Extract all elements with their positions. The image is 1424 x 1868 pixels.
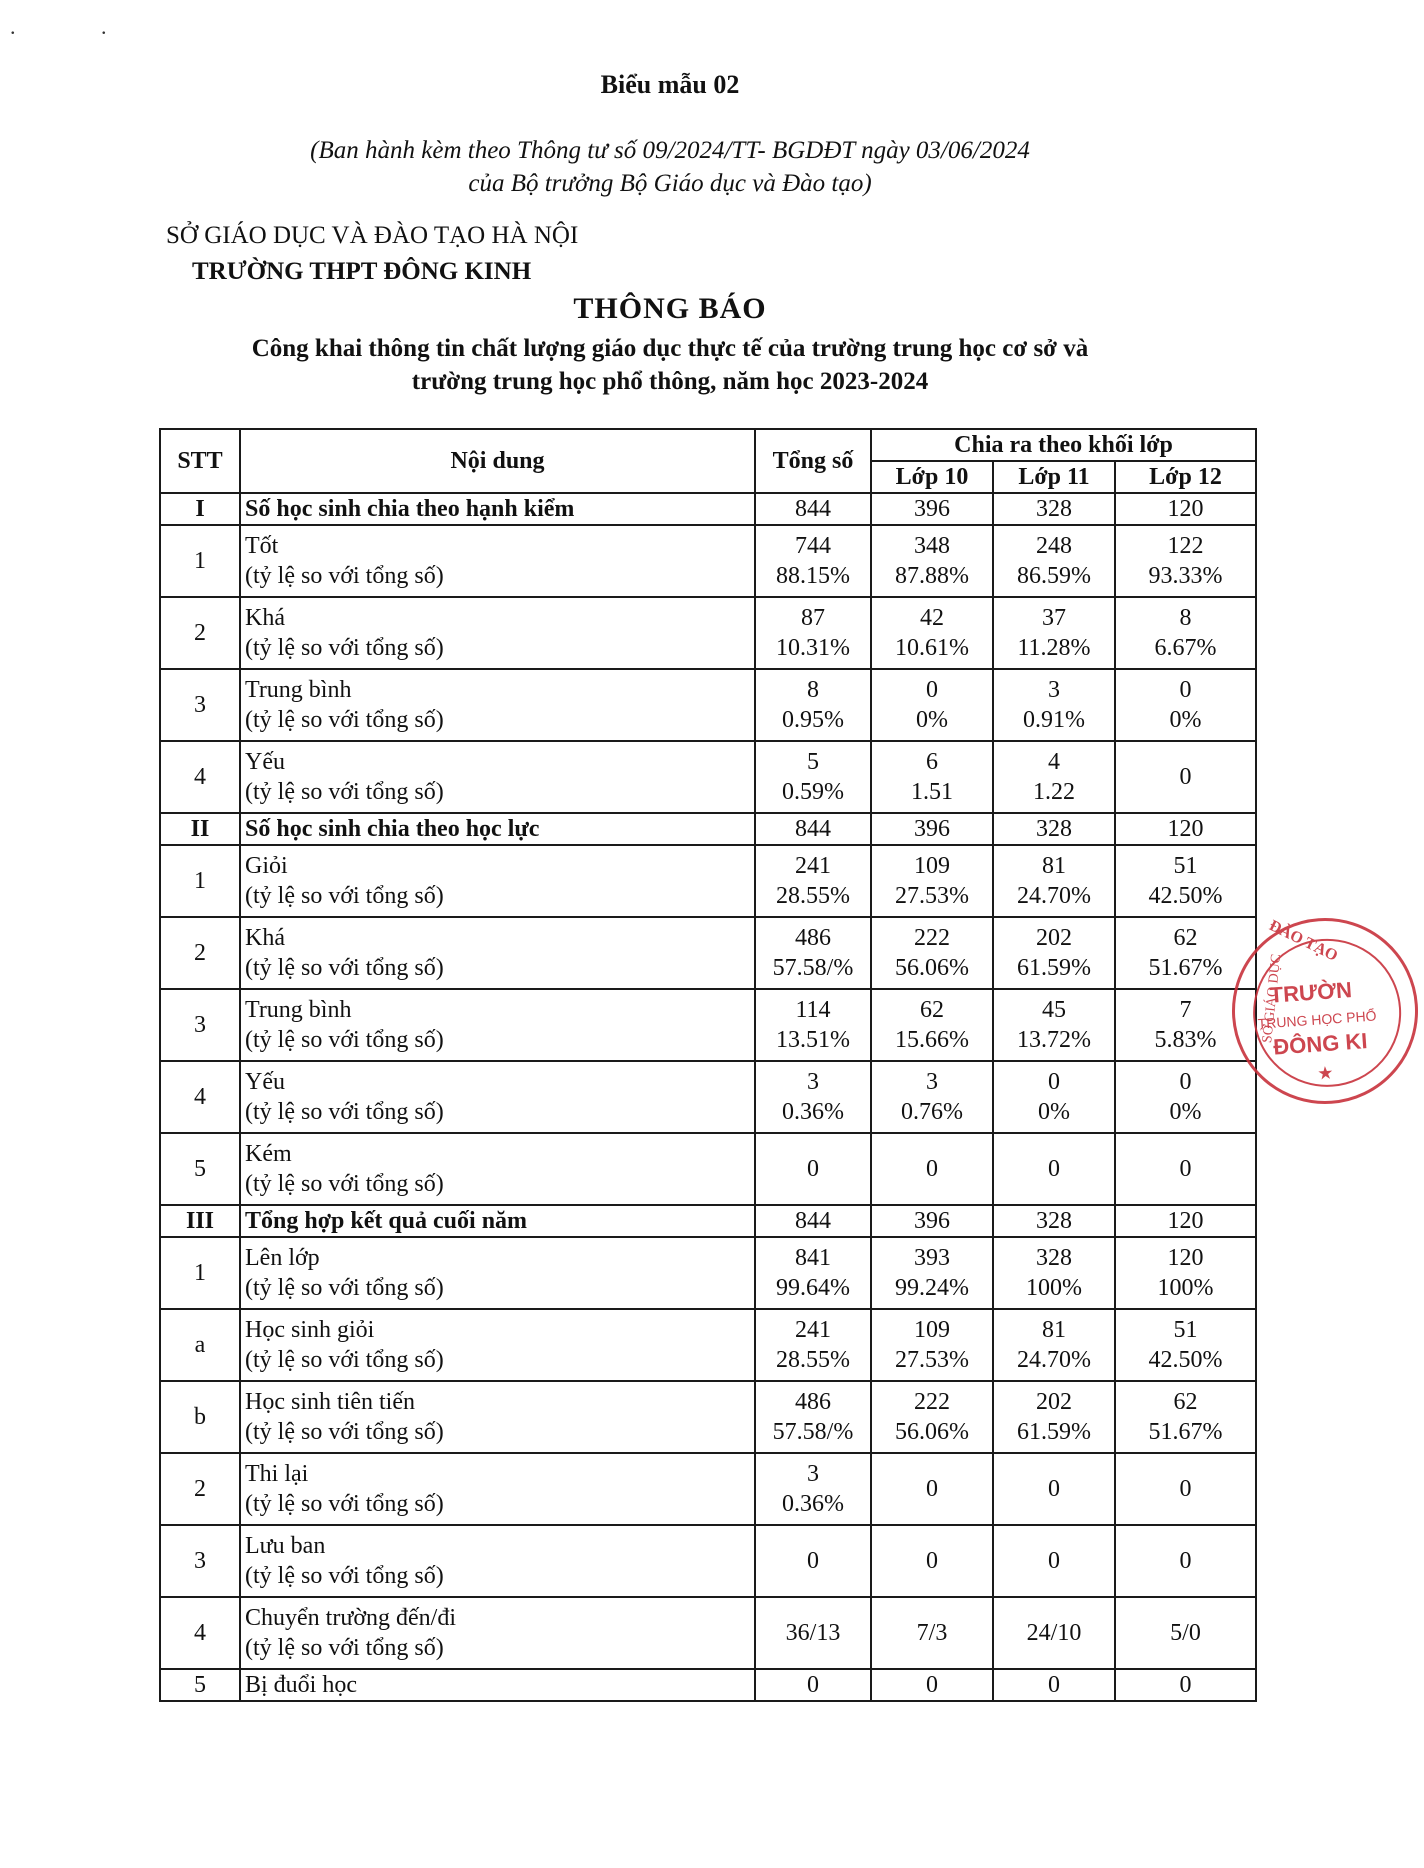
table-row [160,1381,1256,1453]
notice-subtitle [0,332,1340,398]
row-total [755,1381,871,1453]
row-stt: 3 [160,1525,240,1597]
row-g12 [1115,1381,1256,1453]
row-g11-percent: 24.70% [1017,883,1091,909]
row-total-count: 241 [795,1317,831,1343]
row-g11 [993,845,1115,917]
row-g10-percent: 56.06% [895,955,969,981]
scan-marks: . . [10,14,147,39]
row-total-percent: 0.59% [782,779,844,805]
issued-note-line1: (Ban hành kèm theo Thông tư số 09/2024/TT- BGDĐT ngày 03/06/2024 [310,137,1030,164]
row-content [240,1525,755,1597]
row-ratio-label: (tỷ lệ so với tổng số) [245,955,444,981]
row-total-count: 3 [807,1069,819,1095]
row-total-count: 0 [807,1156,819,1182]
row-label: Yếu [245,749,285,775]
row-g11-count: 0 [1048,1156,1060,1182]
row-g12 [1115,1525,1256,1597]
table-row [160,741,1256,813]
row-g10-percent: 10.61% [895,635,969,661]
row-stt: 1 [160,525,240,597]
row-g12-percent: 42.50% [1148,1347,1223,1373]
row-g12-percent: 51.67% [1148,1419,1223,1445]
notice-subtitle-line2: trường trung học phổ thông, năm học 2023-2024 [411,368,929,395]
row-total [755,1237,871,1309]
row-total [755,1525,871,1597]
row-g11 [993,1597,1115,1669]
row-g12 [1115,917,1256,989]
row-g10 [871,525,993,597]
form-title: Biểu mẫu 02 [600,70,740,99]
row-g11-count: 45 [1042,997,1066,1023]
row-stt: 4 [160,1597,240,1669]
section-g12: 120 [1115,1205,1256,1237]
section-g11: 328 [993,813,1115,845]
row-label: Bị đuổi học [245,1672,357,1698]
table-row [160,1309,1256,1381]
row-g10 [871,1061,993,1133]
row-g11-count: 24/10 [1026,1620,1082,1646]
row-g12 [1115,1061,1256,1133]
notice-subtitle-line1: Công khai thông tin chất lượng giáo dục thực tế của trường trung học cơ sở và [251,335,1089,362]
row-g10 [871,1453,993,1525]
table-row [160,1525,1256,1597]
row-stt: 4 [160,741,240,813]
row-g12-percent: 93.33% [1148,563,1223,589]
row-g11-count: 0 [1048,1476,1060,1502]
row-g12 [1115,597,1256,669]
row-g11 [993,741,1115,813]
row-g12 [1115,1309,1256,1381]
row-g10-count: 62 [920,997,944,1023]
row-g12-count: 0 [1179,1548,1192,1574]
row-total [755,1061,871,1133]
row-total [755,845,871,917]
row-total-count: 841 [795,1245,831,1271]
row-ratio-label: (tỷ lệ so với tổng số) [245,1275,444,1301]
section-stt: III [160,1205,240,1237]
row-g11-count: 3 [1048,677,1060,703]
row-g11 [993,1669,1115,1701]
row-ratio-label: (tỷ lệ so với tổng số) [245,563,444,589]
section-total: 844 [755,493,871,525]
row-g10-count: 42 [920,605,944,631]
row-g12 [1115,1133,1256,1205]
row-total-count: 3 [807,1461,819,1487]
table-row [160,1669,1256,1701]
row-g12-percent: 51.67% [1148,955,1223,981]
row-g10-percent: 99.24% [895,1275,969,1301]
row-total-count: 744 [795,533,831,559]
row-g10-count: 3 [926,1069,938,1095]
row-total-count: 486 [795,1389,831,1415]
row-label: Học sinh tiên tiến [245,1389,415,1415]
row-ratio-label: (tỷ lệ so với tổng số) [245,635,444,661]
row-g12-count: 0 [1179,1069,1192,1095]
table-row [160,597,1256,669]
row-total [755,741,871,813]
row-total [755,1669,871,1701]
row-g12-percent: 100% [1157,1275,1214,1301]
section-row [160,1205,1256,1237]
row-g10 [871,1133,993,1205]
row-g10-count: 222 [914,1389,950,1415]
row-g10-percent: 0% [916,707,948,733]
row-content [240,1133,755,1205]
row-g11 [993,989,1115,1061]
row-total-count: 36/13 [785,1620,841,1646]
row-total [755,669,871,741]
section-g12: 120 [1115,493,1256,525]
row-stt: 5 [160,1669,240,1701]
row-g11-count: 81 [1042,1317,1066,1343]
header-grade-11: Lớp 11 [993,461,1115,493]
row-label: Lưu ban [245,1533,326,1559]
row-total [755,1309,871,1381]
row-g10 [871,845,993,917]
row-g12-count: 0 [1179,764,1192,790]
section-g10: 396 [871,493,993,525]
header-grade-group: Chia ra theo khối lớp [871,429,1256,461]
table-row [160,989,1256,1061]
row-g11-count: 202 [1036,1389,1072,1415]
row-g10-percent: 87.88% [895,563,969,589]
row-g10-count: 0 [926,1156,938,1182]
section-row [160,493,1256,525]
issued-note [0,134,1340,200]
row-total-percent: 0.36% [782,1099,844,1125]
section-g10: 396 [871,1205,993,1237]
row-g10-count: 0 [926,1672,938,1698]
row-total-count: 114 [795,997,831,1023]
row-stt: 4 [160,1061,240,1133]
row-g11 [993,1237,1115,1309]
row-ratio-label: (tỷ lệ so với tổng số) [245,1563,444,1589]
row-ratio-label: (tỷ lệ so với tổng số) [245,1419,444,1445]
section-g11: 328 [993,1205,1115,1237]
row-label: Yếu [245,1069,285,1095]
row-g12-count: 8 [1179,605,1192,631]
row-g12-count: 5/0 [1170,1620,1201,1646]
row-total-count: 87 [801,605,825,631]
row-content [240,1237,755,1309]
row-stt: 2 [160,597,240,669]
department-name: SỞ GIÁO DỤC VÀ ĐÀO TẠO HÀ NỘI [166,222,579,249]
row-ratio-label: (tỷ lệ so với tổng số) [245,1491,444,1517]
row-g10-count: 348 [914,533,950,559]
row-g11-count: 4 [1048,749,1060,775]
row-total [755,989,871,1061]
table-row [160,1597,1256,1669]
row-stt: 1 [160,1237,240,1309]
row-g11 [993,1309,1115,1381]
school-name: TRƯỜNG THPT ĐÔNG KINH [192,258,532,285]
row-g11 [993,1133,1115,1205]
header-content: Nội dung [240,429,755,493]
row-label: Trung bình [245,677,352,703]
report-body [160,493,1256,1701]
row-g12-count: 122 [1167,533,1204,559]
table-row [160,1133,1256,1205]
row-g10 [871,917,993,989]
row-total-count: 0 [807,1548,819,1574]
row-g11 [993,669,1115,741]
row-g11 [993,1061,1115,1133]
row-total [755,1453,871,1525]
row-g12 [1115,1597,1256,1669]
row-g11-count: 248 [1036,533,1072,559]
row-content [240,669,755,741]
section-total: 844 [755,1205,871,1237]
row-stt: b [160,1381,240,1453]
row-content [240,1597,755,1669]
row-g11-percent: 61.59% [1017,1419,1091,1445]
seal-top-text: ĐÀO TẠO [1266,917,1341,965]
row-g10-percent: 27.53% [895,1347,969,1373]
row-content [240,741,755,813]
row-g12 [1115,1669,1256,1701]
row-label: Tốt [245,533,279,559]
row-g12-percent: 5.83% [1154,1027,1217,1053]
row-total-percent: 28.55% [776,1347,850,1373]
row-g10 [871,597,993,669]
row-content [240,1381,755,1453]
seal-star-icon: ★ [1316,1062,1335,1084]
row-g12-count: 51 [1173,853,1198,879]
section-stt: II [160,813,240,845]
row-total-count: 8 [807,677,819,703]
row-g10-count: 222 [914,925,950,951]
row-g10 [871,1525,993,1597]
section-g11: 328 [993,493,1115,525]
header-grade-10: Lớp 10 [871,461,993,493]
header-total: Tổng số [755,429,871,493]
row-g10 [871,1669,993,1701]
row-ratio-label: (tỷ lệ so với tổng số) [245,1635,444,1661]
row-total-percent: 88.15% [776,563,850,589]
row-total-count: 241 [795,853,831,879]
row-g10-count: 393 [914,1245,950,1271]
row-total-count: 486 [795,925,831,951]
row-g10-count: 7/3 [916,1620,948,1646]
seal-line1: TRƯỜN [1268,977,1353,1008]
table-row [160,845,1256,917]
row-stt: 3 [160,989,240,1061]
row-g12 [1115,845,1256,917]
row-ratio-label: (tỷ lệ so với tổng số) [245,1027,444,1053]
row-label: Học sinh giỏi [245,1317,375,1343]
row-g10 [871,1309,993,1381]
section-g12: 120 [1115,813,1256,845]
row-total-percent: 57.58/% [772,955,854,981]
section-title: Tổng hợp kết quả cuối năm [240,1205,755,1237]
row-g11 [993,597,1115,669]
row-g12-count: 0 [1179,1476,1192,1502]
row-g10 [871,1597,993,1669]
seal-line2: TRUNG HỌC PHỔ [1257,1007,1377,1032]
table-row [160,525,1256,597]
row-g12-percent: 0% [1169,1099,1202,1125]
row-g12-count: 62 [1173,1389,1198,1415]
row-content [240,1061,755,1133]
row-total-percent: 28.55% [776,883,850,909]
row-g12-count: 120 [1167,1245,1204,1271]
row-total-percent: 99.64% [776,1275,850,1301]
row-content [240,1453,755,1525]
row-g10 [871,1381,993,1453]
section-total: 844 [755,813,871,845]
row-content [240,1309,755,1381]
row-label: Thi lại [245,1461,309,1487]
row-g10-percent: 56.06% [895,1419,969,1445]
row-label: Trung bình [245,997,352,1023]
row-g11 [993,525,1115,597]
row-g10-percent: 27.53% [895,883,969,909]
row-g10-count: 109 [914,1317,950,1343]
row-g10-count: 0 [926,1476,938,1502]
row-g12-percent: 6.67% [1154,635,1217,661]
row-total-percent: 0.95% [782,707,844,733]
row-g11-percent: 11.28% [1017,635,1091,661]
table-row [160,1237,1256,1309]
row-g11-percent: 100% [1026,1275,1082,1301]
row-g12-percent: 42.50% [1148,883,1223,909]
row-g11-count: 0 [1048,1069,1060,1095]
row-g12-percent: 0% [1169,707,1202,733]
row-g12-count: 7 [1179,997,1192,1023]
header-grade-12: Lớp 12 [1115,461,1256,493]
row-g10 [871,741,993,813]
row-g12 [1115,669,1256,741]
row-g11-percent: 61.59% [1017,955,1091,981]
row-g11 [993,1525,1115,1597]
row-label: Lên lớp [245,1245,320,1271]
row-label: Giỏi [245,853,288,879]
row-label: Khá [245,925,285,951]
table-row [160,1061,1256,1133]
row-g11-percent: 0.91% [1023,707,1085,733]
row-g11-count: 202 [1036,925,1072,951]
row-g11-percent: 1.22 [1033,779,1075,805]
row-g10-percent: 1.51 [911,779,953,805]
row-ratio-label: (tỷ lệ so với tổng số) [245,707,444,733]
row-g11 [993,917,1115,989]
row-g11-percent: 24.70% [1017,1347,1091,1373]
row-g12 [1115,525,1256,597]
row-g12 [1115,1237,1256,1309]
row-stt: 2 [160,1453,240,1525]
row-total [755,1597,871,1669]
row-g10 [871,989,993,1061]
row-content [240,845,755,917]
row-g10-count: 6 [926,749,938,775]
row-label: Kém [245,1141,292,1167]
row-stt: 5 [160,1133,240,1205]
row-content [240,1669,755,1701]
row-g11 [993,1381,1115,1453]
row-ratio-label: (tỷ lệ so với tổng số) [245,883,444,909]
row-g11 [993,1453,1115,1525]
quality-report-table [159,428,1257,1702]
row-g12 [1115,1453,1256,1525]
row-g12-count: 51 [1173,1317,1198,1343]
issued-note-line2: của Bộ trưởng Bộ Giáo dục và Đào tạo) [468,170,872,197]
row-ratio-label: (tỷ lệ so với tổng số) [245,1099,444,1125]
row-total [755,917,871,989]
table-row [160,1453,1256,1525]
table-row [160,917,1256,989]
row-g10-count: 0 [926,1548,938,1574]
row-label: Khá [245,605,285,631]
header-stt: STT [160,429,240,493]
section-stt: I [160,493,240,525]
section-title: Số học sinh chia theo học lực [240,813,755,845]
section-row [160,813,1256,845]
row-g10 [871,1237,993,1309]
row-g10 [871,669,993,741]
seal-left-text: SỞ GIÁO DỤC [1260,953,1285,1044]
row-g12 [1115,741,1256,813]
notice-title: THÔNG BÁO [573,292,767,325]
row-total-count: 0 [807,1672,819,1698]
section-g10: 396 [871,813,993,845]
row-ratio-label: (tỷ lệ so với tổng số) [245,1171,444,1197]
row-content [240,525,755,597]
row-content [240,917,755,989]
row-g11-percent: 0% [1038,1099,1070,1125]
row-g11-count: 37 [1042,605,1066,631]
row-g10-count: 109 [914,853,950,879]
row-ratio-label: (tỷ lệ so với tổng số) [245,1347,444,1373]
row-stt: 3 [160,669,240,741]
row-total-percent: 10.31% [776,635,850,661]
row-stt: 2 [160,917,240,989]
row-label: Chuyển trường đến/đi [245,1605,457,1631]
row-total [755,597,871,669]
row-g10-count: 0 [926,677,938,703]
row-g11-count: 328 [1036,1245,1072,1271]
row-g12-count: 0 [1179,1672,1192,1698]
row-stt: 1 [160,845,240,917]
row-total-count: 5 [807,749,819,775]
table-row [160,669,1256,741]
row-content [240,989,755,1061]
row-g11-count: 0 [1048,1672,1060,1698]
section-title: Số học sinh chia theo hạnh kiểm [240,493,755,525]
row-g10-percent: 0.76% [901,1099,963,1125]
row-g11-percent: 13.72% [1017,1027,1091,1053]
row-content [240,597,755,669]
row-total-percent: 13.51% [776,1027,850,1053]
row-g11-percent: 86.59% [1017,563,1091,589]
row-total [755,525,871,597]
row-total-percent: 0.36% [782,1491,844,1517]
row-ratio-label: (tỷ lệ so với tổng số) [245,779,444,805]
row-stt: a [160,1309,240,1381]
row-total-percent: 57.58/% [772,1419,854,1445]
seal-line3: ĐÔNG KI [1272,1028,1369,1060]
row-g11-count: 81 [1042,853,1066,879]
row-total [755,1133,871,1205]
row-g10-percent: 15.66% [895,1027,969,1053]
row-g12-count: 0 [1179,677,1192,703]
row-g12-count: 62 [1173,925,1198,951]
row-g12-count: 0 [1179,1156,1192,1182]
row-g11-count: 0 [1048,1548,1060,1574]
